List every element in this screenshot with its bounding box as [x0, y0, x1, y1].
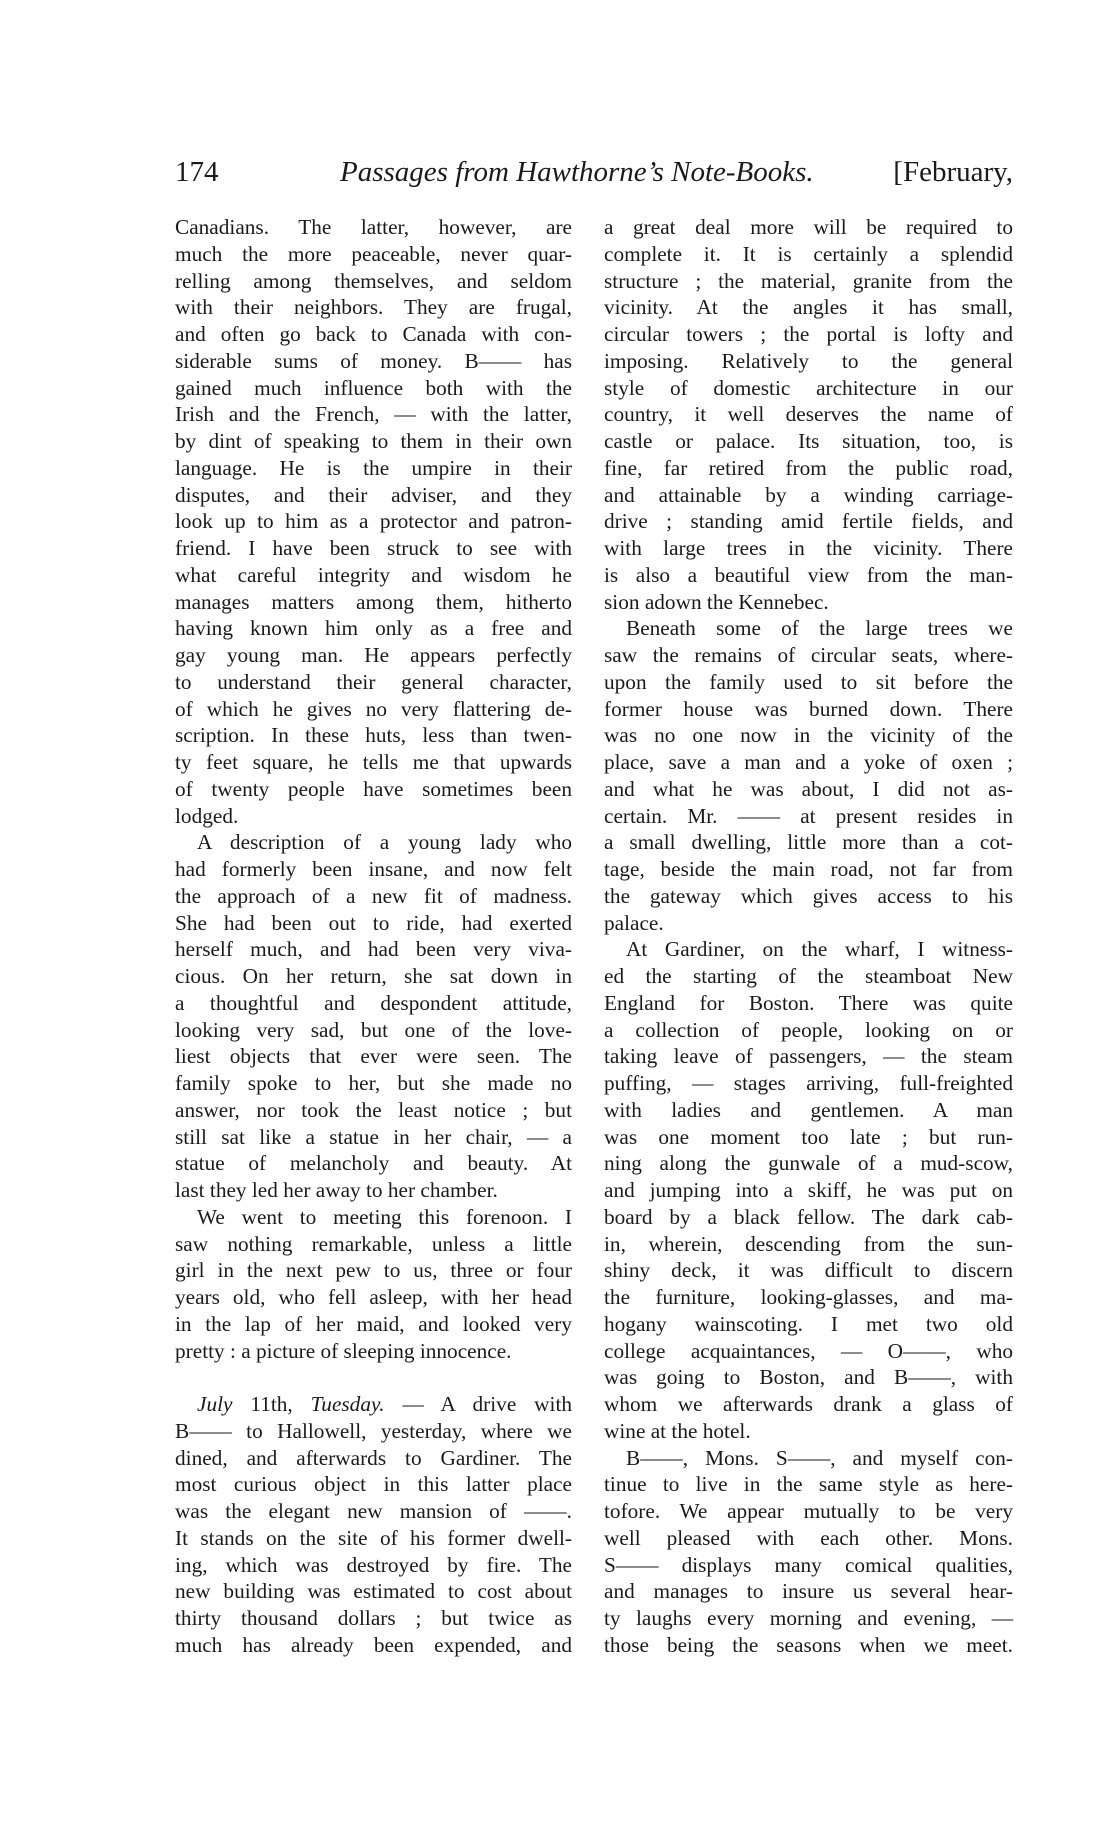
running-month: [February, — [893, 156, 1013, 188]
text-line: in the lap of her maid, and looked very — [175, 1311, 572, 1336]
text-line: siderable sums of money. B—— has — [175, 348, 572, 373]
text-line: language. He is the umpire in their — [175, 455, 572, 480]
text-line: cious. On her return, she sat down in — [175, 964, 572, 988]
text-line: Irish and the French, — with the latter, — [175, 402, 572, 427]
text-line: S—— displays many comical qualities, — [604, 1552, 1013, 1577]
text-line: structure ; the material, granite from the — [604, 268, 1013, 293]
text-line: much has already been expended, and — [175, 1632, 572, 1657]
running-title: Passages from Hawthorne’s Note-Books. — [340, 156, 814, 188]
text-line: is also a beautiful view from the man- — [604, 562, 1013, 587]
right-column — [604, 214, 1013, 1659]
text-line: B——, Mons. S——, and myself con- — [626, 1445, 1013, 1470]
text-line: whom we afterwards drank a glass of — [604, 1392, 1013, 1416]
text-line: complete it. It is certainly a splendid — [604, 241, 1013, 266]
text-line: gained much influence both with the — [175, 375, 572, 400]
entry-day: 11th, — [232, 1392, 311, 1416]
left-column — [175, 214, 572, 1659]
text-line: family spoke to her, but she made no — [175, 1071, 572, 1095]
blank-line — [175, 1364, 572, 1391]
text-line: a small dwelling, little more than a cot- — [604, 830, 1013, 855]
text-line: upon the family used to sit before the — [604, 669, 1013, 694]
text-line: hogany wainscoting. I met two old — [604, 1311, 1013, 1336]
text-line: puffing, — stages arriving, full-freighted — [604, 1071, 1013, 1095]
text-line: shiny deck, it was difficult to discern — [604, 1258, 1013, 1283]
text-line: ty feet square, he tells me that upwards — [175, 750, 572, 774]
text-line: We went to meeting this forenoon. I — [197, 1204, 572, 1229]
page-number: 174 — [175, 156, 219, 188]
text-line: answer, nor took the least notice ; but — [175, 1097, 572, 1122]
text-line: style of domestic architecture in our — [604, 375, 1013, 400]
text-line: ed the starting of the steamboat New — [604, 964, 1013, 988]
text-line: manages matters among them, hitherto — [175, 589, 572, 614]
text-line: well pleased with each other. Mons. — [604, 1525, 1013, 1550]
text-line: ty laughs every morning and evening, — — [604, 1606, 1013, 1630]
text-line: thirty thousand dollars ; but twice as — [175, 1606, 572, 1630]
text-line: was going to Boston, and B——, with — [604, 1365, 1013, 1390]
text-block — [175, 1418, 572, 1659]
text-line: relling among themselves, and seldom — [175, 268, 572, 293]
text-line: to understand their general character, — [175, 669, 572, 694]
text-line: saw the remains of circular seats, where- — [604, 643, 1013, 667]
text-line: scription. In these huts, less than twen- — [175, 723, 572, 748]
text-line: of which he gives no very flattering de- — [175, 696, 572, 721]
text-line: England for Boston. There was quite — [604, 990, 1013, 1015]
text-line: Canadians. The latter, however, are — [175, 215, 572, 239]
text-line: was no one now in the vicinity of the — [604, 723, 1013, 748]
text-line: castle or palace. Its situation, too, is — [604, 429, 1013, 453]
text-line: and what he was about, I did not as- — [604, 776, 1013, 801]
text-line: and often go back to Canada with con- — [175, 322, 572, 346]
text-line: tinue to live in the same style as here- — [604, 1472, 1013, 1497]
text-line: drive ; standing amid fertile fields, and — [604, 509, 1013, 534]
text-line: and manages to insure us several hear- — [604, 1579, 1013, 1604]
text-line: of twenty people have sometimes been — [175, 776, 572, 801]
text-line: taking leave of passengers, — the steam — [604, 1044, 1013, 1069]
text-line: much the more peaceable, never quar- — [175, 241, 572, 266]
text-line: what careful integrity and wisdom he — [175, 562, 572, 587]
text-line: disputes, and their adviser, and they — [175, 482, 572, 507]
text-line: a thoughtful and despondent attitude, — [175, 990, 572, 1015]
text-block — [175, 214, 572, 1364]
entry-weekday: Tuesday. — [310, 1392, 385, 1416]
text-line: lodged. — [175, 803, 239, 828]
text-line: and jumping into a skiff, he was put on — [604, 1178, 1013, 1202]
text-line: board by a black fellow. The dark cab- — [604, 1204, 1013, 1229]
text-line: was one moment too late ; but run- — [604, 1124, 1013, 1149]
text-line: a collection of people, looking on or — [604, 1017, 1013, 1042]
text-line: ing, which was destroyed by fire. The — [175, 1552, 572, 1577]
text-line: saw nothing remarkable, unless a little — [175, 1231, 572, 1256]
text-line: and attainable by a winding carriage- — [604, 482, 1013, 507]
entry-text: — A drive with — [384, 1392, 573, 1416]
text-line: years old, who fell asleep, with her head — [175, 1285, 572, 1309]
text-line: girl in the next pew to us, three or four — [175, 1258, 572, 1283]
text-line: former house was burned down. There — [604, 696, 1013, 721]
text-line: having known him only as a free and — [175, 616, 572, 641]
text-line: She had been out to ride, had exerted — [175, 910, 572, 935]
text-line: circular towers ; the portal is lofty and — [604, 322, 1013, 346]
text-line: vicinity. At the angles it has small, — [604, 295, 1013, 320]
text-line: most curious object in this latter place — [175, 1472, 572, 1497]
text-line: last they led her away to her chamber. — [175, 1178, 498, 1202]
text-line: the gateway which gives access to his — [604, 883, 1013, 908]
text-line: B—— to Hallowell, yesterday, where we — [175, 1418, 572, 1443]
text-line: looking very sad, but one of the love- — [175, 1017, 572, 1042]
text-line: imposing. Relatively to the general — [604, 348, 1013, 373]
text-line: in, wherein, descending from the sun- — [604, 1231, 1013, 1256]
text-line: gay young man. He appears perfectly — [175, 643, 572, 667]
text-line: statue of melancholy and beauty. At — [175, 1151, 572, 1176]
text-line: college acquaintances, — O——, who — [604, 1338, 1013, 1363]
text-line: At Gardiner, on the wharf, I witness- — [626, 937, 1013, 962]
text-line: a great deal more will be required to — [604, 215, 1013, 239]
text-line: still sat like a statue in her chair, — a — [175, 1124, 572, 1149]
text-line: with ladies and gentlemen. A man — [604, 1097, 1013, 1122]
text-line: It stands on the site of his former dwell- — [175, 1525, 572, 1550]
text-line: by dint of speaking to them in their own — [175, 429, 572, 453]
text-line: tofore. We appear mutually to be very — [604, 1499, 1013, 1523]
text-line: place, save a man and a yoke of oxen ; — [604, 750, 1013, 774]
text-line: herself much, and had been very viva- — [175, 937, 572, 962]
text-line: fine, far retired from the public road, — [604, 455, 1013, 480]
text-line: A description of a young lady who — [197, 830, 572, 855]
text-line: palace. — [604, 910, 664, 935]
text-line: those being the seasons when we meet. — [604, 1632, 1013, 1657]
text-line: the furniture, looking-glasses, and ma- — [604, 1285, 1013, 1309]
text-line: Beneath some of the large trees we — [626, 616, 1013, 641]
entry-month: July — [197, 1392, 233, 1416]
text-line: was the elegant new mansion of ——. — [175, 1499, 572, 1523]
text-line: certain. Mr. —— at present resides in — [604, 803, 1013, 828]
text-line: new building was estimated to cost about — [175, 1579, 572, 1604]
text-line: dined, and afterwards to Gardiner. The — [175, 1445, 572, 1470]
text-line: wine at the hotel. — [604, 1418, 751, 1443]
text-line: look up to him as a protector and patron- — [175, 509, 572, 534]
text-line: country, it well deserves the name of — [604, 402, 1013, 427]
text-line: had formerly been insane, and now felt — [175, 857, 572, 881]
entry-heading-line — [175, 1391, 572, 1418]
text-line: pretty : a picture of sleeping innocence. — [175, 1338, 512, 1363]
text-line: the approach of a new fit of madness. — [175, 883, 572, 908]
text-line: sion adown the Kennebec. — [604, 589, 829, 614]
text-line: liest objects that ever were seen. The — [175, 1044, 572, 1069]
text-line: friend. I have been struck to see with — [175, 536, 572, 560]
text-line: with large trees in the vicinity. There — [604, 536, 1013, 560]
text-line: with their neighbors. They are frugal, — [175, 295, 572, 320]
text-line: tage, beside the main road, not far from — [604, 857, 1013, 881]
text-line: ning along the gunwale of a mud-scow, — [604, 1151, 1013, 1176]
